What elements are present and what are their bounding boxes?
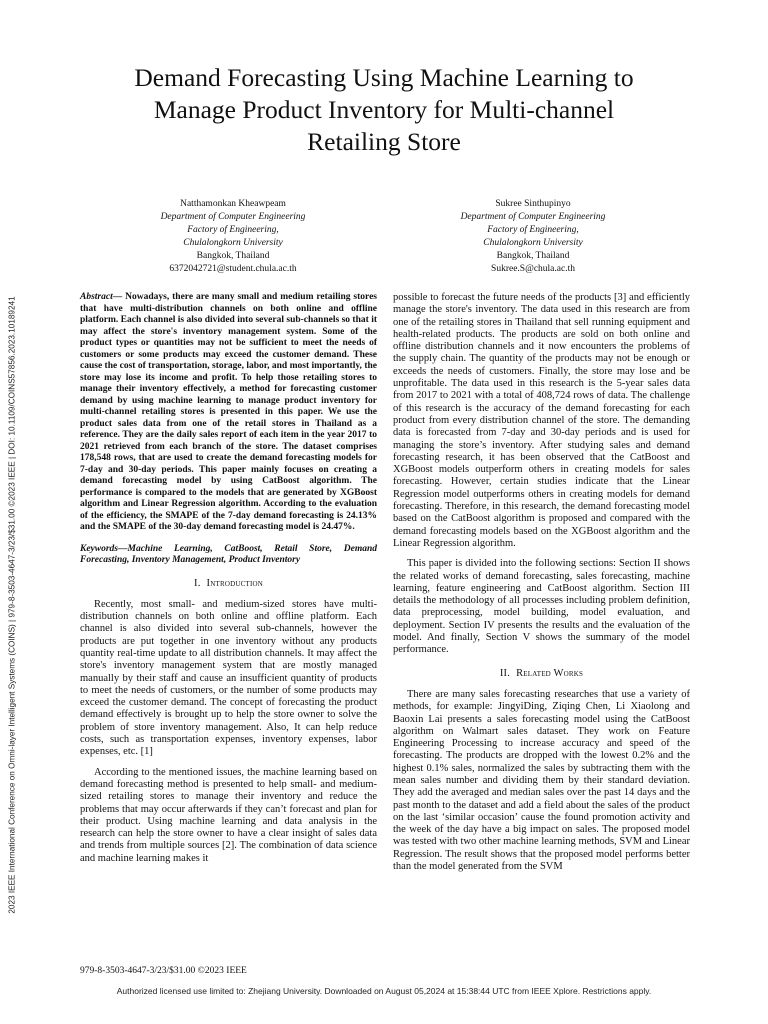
- intro-paragraph-continued: possible to forecast the future needs of the products [3] and efficiently manage the store's inventory. The data used in this research are from one of the retailing stores in Thailand that sell running equipment and health-related products. The products are sold on both online and offline distribution channels and it now encounters the problems of the supply chain. The quantity of the products may not be enough or exceeds the needs of customers. Finally, the store may lose and be unprofitable. The data used in this research is the 5-year sales data from 2017 to 2021 with a total of 408,724 rows of data. The challenge of this research is the accuracy of the demand forecasting for each product from every distribution channel of the store. The demanding data is forecasted from 7-day and 30-day periods and is used for managing the store’s inventory. After studying sales and demand forecasting research, it has been observed that the CatBoost and XGBoost models outperform others in creating models for sales forecasting. However, certain studies indicate that the Linear Regression model outperforms others in creating models for demand forecasting. Therefore, in this research, the demand forecasting model based on the CatBoost algorithm is proposed and compared with the demand forecasting models based on the XGBoost algorithm and the Linear Regression algorithm.: [393, 292, 690, 549]
- section-title: Introduction: [206, 577, 263, 589]
- side-doi-strip: [4, 240, 20, 970]
- title-line: Manage Product Inventory for Multi-channel: [153, 95, 615, 124]
- abstract: [80, 292, 377, 534]
- right-column: [393, 292, 690, 873]
- section-title: Related Works: [516, 667, 584, 679]
- intro-paragraph-1: Recently, most small- and medium-sized stores have multi-distribution channels on both online and offline platform. Each channel is also divided into several sub-channels, however the products are put together in one inventory without any products quantity real-time update to all distribution channels. It may affect the store's inventory management system that are mostly managed manually by their staff and cause an insufficient quantity of products to meet the needs of customers, or the number of some products may exceed the customer demand. The concept of forecasting the product demand effectively is brought up to help the store owner to solve the problem of store inventory management. Also, It can help reduce costs, such as transportation expenses, inventory expenses, labor expenses, etc. [1]: [80, 598, 377, 758]
- paper-title: [80, 62, 688, 158]
- abstract-text: Nowadays, there are many small and medium retailing stores that have multi-distribution channels on both online and offline platform. Each channel is also divided into several sub-channels so that it may affect the store's inventory management system. Some of the product types or quantities may not be sufficient to meet the needs of customers or some products may exceed the customer demand. These cause the cost of transportation, storage, labor, and most importantly, the store may lose its income and profit. To help those retailing stores to manage their inventory effectively, a method for forecasting customer demand by using machine learning to manage product inventory for multi-channel retailing stores is presented in this paper. We use the product sales data from one of the retail stores in Thailand as a reference. They are the daily sales report of each item in the year 2017 to 2021 retrieved from each branch of the store. The dataset comprises 178,548 rows, that are used to create the demand forecasting models for 7-day and 30-day periods. This paper mainly focuses on creating a demand forecasting model by using CatBoost algorithm. The performance is compared to the models that are generated by XGBoost algorithm and Linear Regression algorithm. According to the evaluation of the efficiency, the SMAPE of the 7-day demand forecasting is 24.13% and the SMAPE of the 30-day demand forecasting model is 24.47%.: [80, 292, 377, 532]
- title-line: Demand Forecasting Using Machine Learning to: [134, 63, 634, 92]
- keywords-text: Machine Learning, CatBoost, Retail Store, Demand Forecasting, Inventory Management, Product Inventory: [80, 543, 377, 565]
- related-works-paragraph: There are many sales forecasting researches that use a variety of methods, for example: JingyiDing, Ziqing Chen, Li Xiaolong and Baoxin Lai presents a sales forecasting model using the CatBoost algorithm on Walmart sales dataset. They work on Feature Engineering Processing to increase accuracy and speed of the forecasting. The products are dropped with the lowest 0.2% and the highest 0.1% sales, normalized the sales by subtracting them with the mean sales number and dividing them by their standard deviation. They add the averaged and median sales over the past 14 days and the past month to the dataset and add a field about the sales of the product on the last ‘similar occasion’ cause the found promotion activity and the week of the day have a big impact on sales. The proposed model was tested with two other machine learning methods, SVM and Linear Regression. The result shows that the proposed model performs better than the model generated from the SVM: [393, 688, 690, 873]
- abstract-label: Abstract—: [80, 292, 123, 302]
- section-heading-related-works: [393, 668, 690, 680]
- author-city: Bangkok, Thailand: [496, 251, 570, 261]
- intro-paragraph-2: According to the mentioned issues, the machine learning based on demand forecasting method is presented to help small- and medium-sized retailing stores to manage their inventory and reduce the problems that may occur afterwards if they can’t forecast and plan for their product. Using machine learning and data analysis in the research can help the store owner to have a clear insight of sales data and trends from multiple sources [2]. The combination of data science and machine learning makes it: [80, 766, 377, 864]
- side-doi-text: 2023 IEEE International Conference on Omni-layer Intelligent Systems (COINS) | 979-8-3503-4647-3/23/$31.00 ©2023 IEEE | DOI: 10.1109/COINS57856.2023.10189241: [7, 296, 17, 914]
- author-city: Bangkok, Thailand: [196, 251, 270, 261]
- title-line: Retailing Store: [307, 127, 461, 156]
- author-university: Chulalongkorn University: [483, 238, 583, 248]
- author-email: Sukree.S@chula.ac.th: [491, 264, 575, 274]
- footer-copyright: 979-8-3503-4647-3/23/$31.00 ©2023 IEEE: [80, 966, 247, 976]
- keywords-label: Keywords—: [80, 543, 128, 554]
- author-faculty: Factory of Engineering,: [187, 225, 279, 235]
- author-block-2: [398, 198, 668, 276]
- author-faculty: Factory of Engineering,: [487, 225, 579, 235]
- outline-paragraph: This paper is divided into the following sections: Section II shows the related works of demand forecasting, sales forecasting, machine learning, feature engineering and CatBoost algorithm. Section III details the methodology of all processes including problem definition, data preprocessing, model building, model evaluation, and deployment. Section IV presents the results and the evaluation of the model. And finally, Section V shows the summary of the model performance.: [393, 558, 690, 656]
- author-university: Chulalongkorn University: [183, 238, 283, 248]
- author-name: Sukree Sinthupinyo: [495, 199, 571, 209]
- author-name: Natthamonkan Kheawpeam: [180, 199, 286, 209]
- section-heading-introduction: [80, 578, 377, 590]
- author-department: Department of Computer Engineering: [460, 212, 606, 222]
- section-number: II.: [499, 667, 511, 679]
- author-department: Department of Computer Engineering: [160, 212, 306, 222]
- section-number: I.: [194, 577, 201, 589]
- authorized-use-notice: Authorized licensed use limited to: Zhejiang University. Downloaded on August 05,2024 at 15:38:44 UTC from IEEE Xplore. Restrictions apply.: [116, 986, 652, 996]
- left-column: [80, 292, 377, 865]
- author-block-1: [98, 198, 368, 276]
- author-email: 6372042721@student.chula.ac.th: [169, 264, 297, 274]
- keywords: [80, 544, 377, 567]
